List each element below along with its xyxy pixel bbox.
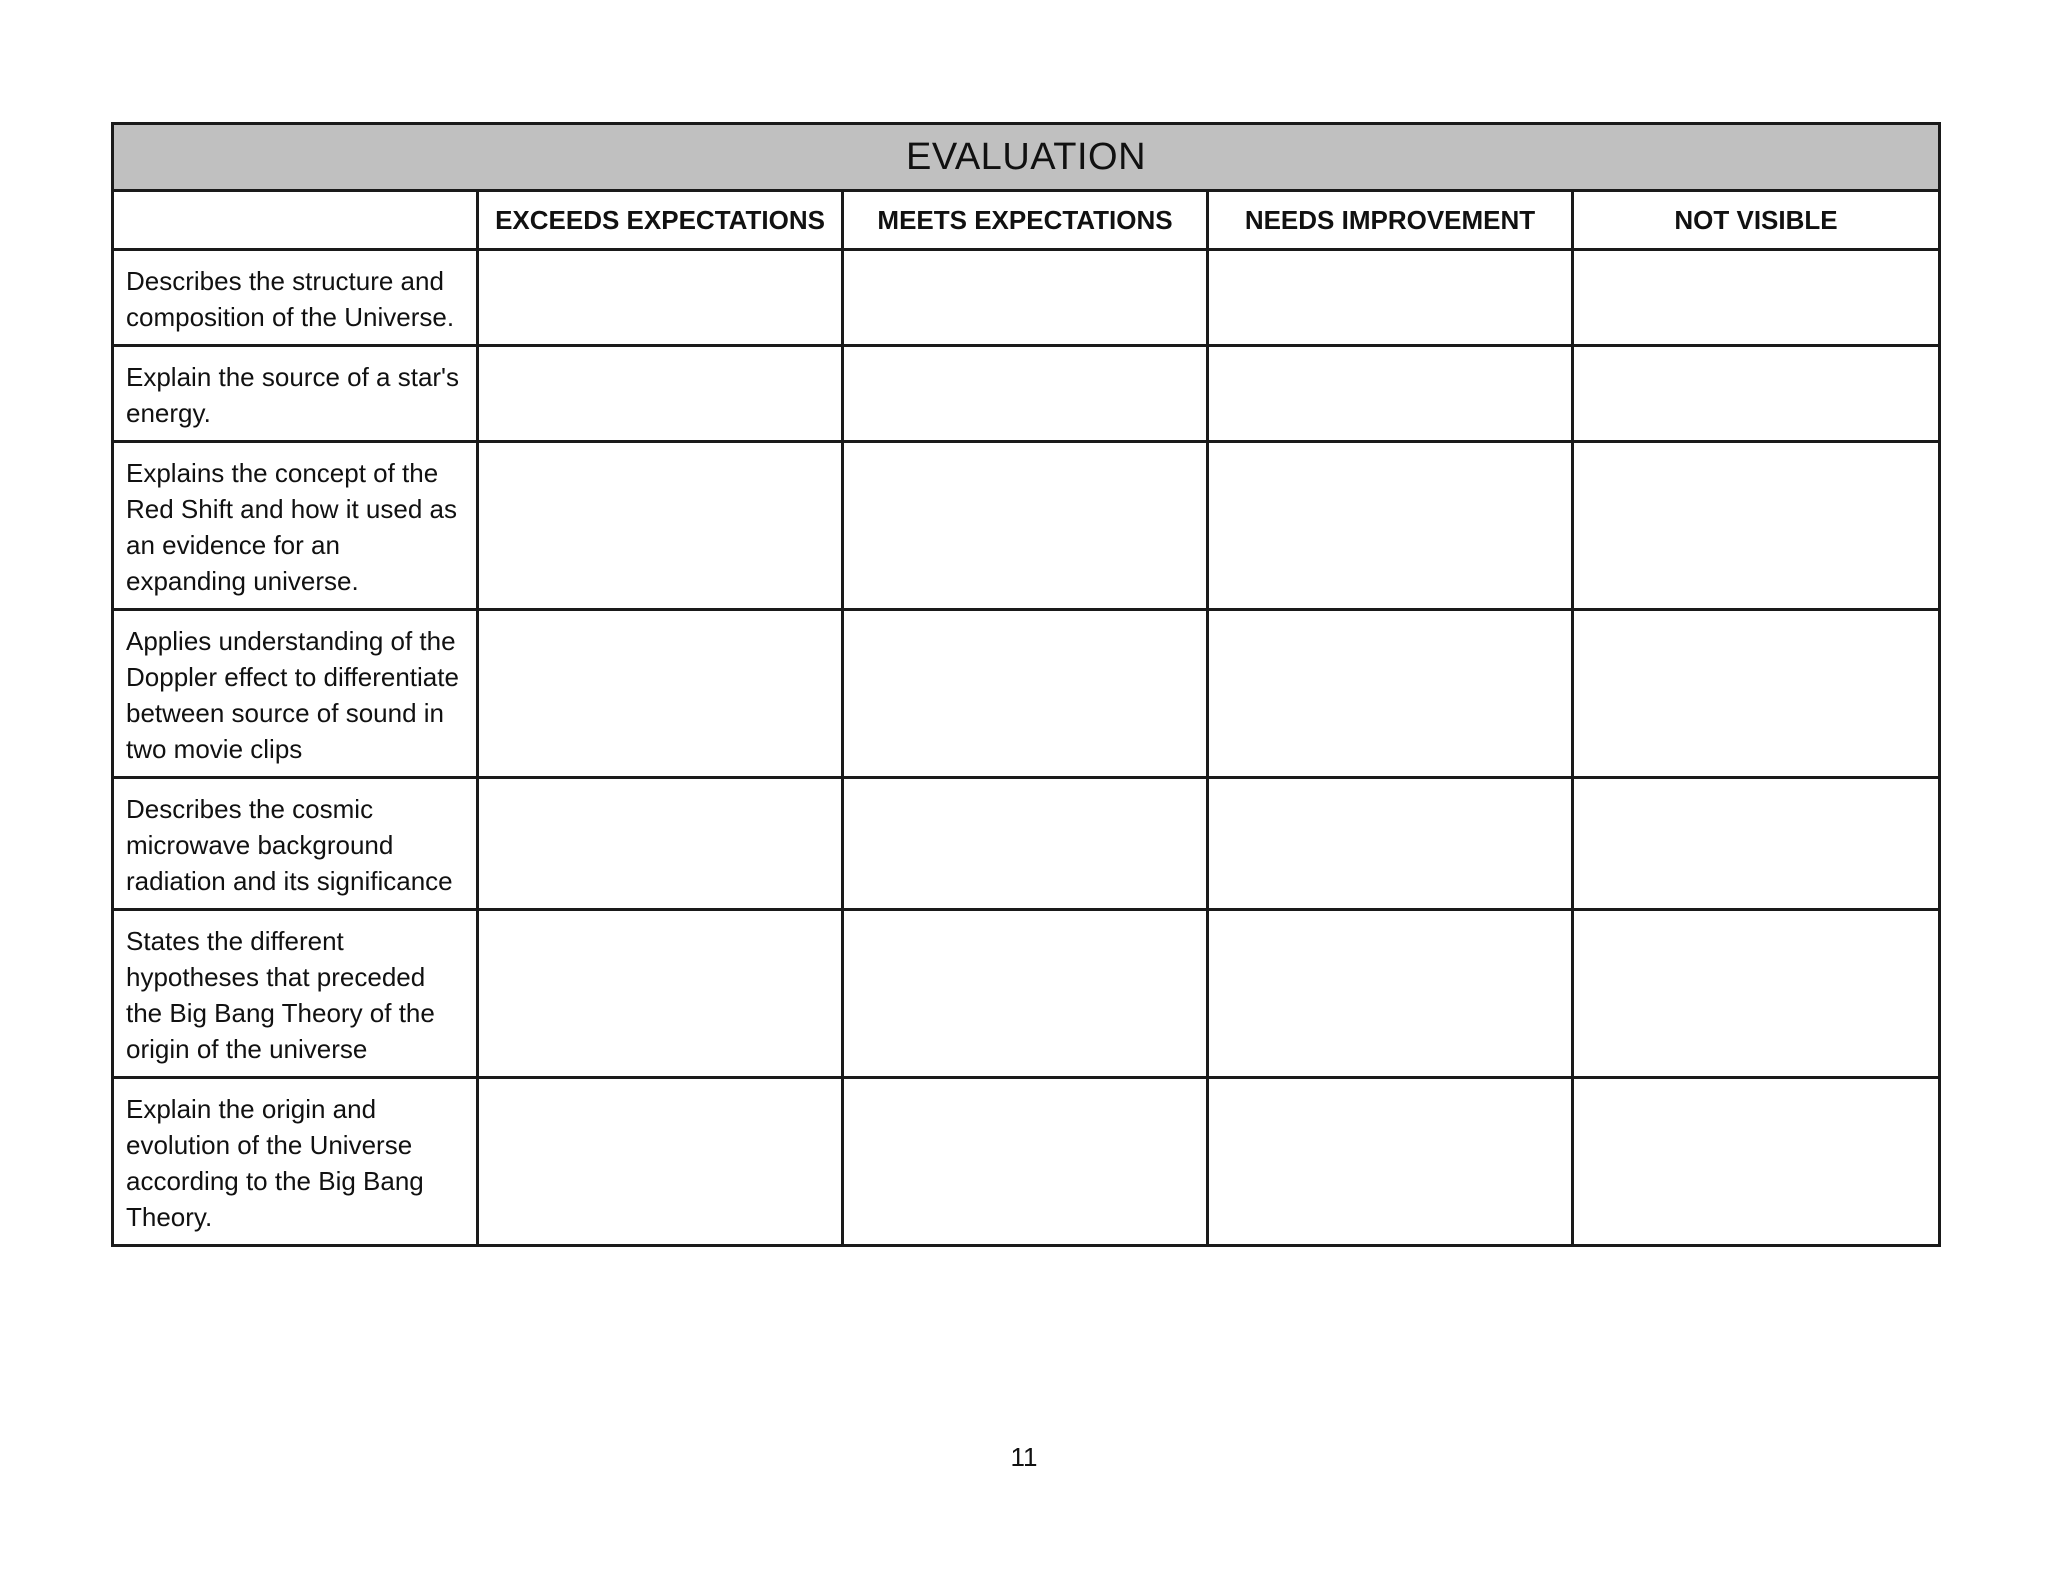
header-row <box>113 191 1940 250</box>
rating-cell-not-visible[interactable] <box>1573 250 1940 346</box>
rating-cell-not-visible[interactable] <box>1573 346 1940 442</box>
column-header-needs: NEEDS IMPROVEMENT <box>1208 191 1573 250</box>
criterion-cell: Applies understanding of the Doppler effect to differentiate between source of sound in two movie clips <box>113 610 478 778</box>
rating-cell-meets[interactable] <box>843 910 1208 1078</box>
page-number: 11 <box>1010 1442 1038 1472</box>
table-row <box>113 346 1940 442</box>
rating-cell-meets[interactable] <box>843 442 1208 610</box>
table-row <box>113 778 1940 910</box>
rating-cell-needs[interactable] <box>1208 610 1573 778</box>
evaluation-table <box>111 122 1941 1247</box>
rating-cell-needs[interactable] <box>1208 910 1573 1078</box>
criterion-cell: Explains the concept of the Red Shift and how it used as an evidence for an expanding universe. <box>113 442 478 610</box>
rating-cell-not-visible[interactable] <box>1573 610 1940 778</box>
rating-cell-meets[interactable] <box>843 346 1208 442</box>
rating-cell-exceeds[interactable] <box>478 1078 843 1246</box>
title-row <box>113 124 1940 191</box>
table-row <box>113 610 1940 778</box>
table-row <box>113 910 1940 1078</box>
rating-cell-not-visible[interactable] <box>1573 1078 1940 1246</box>
rating-cell-exceeds[interactable] <box>478 442 843 610</box>
rating-cell-not-visible[interactable] <box>1573 778 1940 910</box>
table-row <box>113 250 1940 346</box>
rating-cell-not-visible[interactable] <box>1573 910 1940 1078</box>
table-row <box>113 442 1940 610</box>
rating-cell-exceeds[interactable] <box>478 250 843 346</box>
rating-cell-needs[interactable] <box>1208 346 1573 442</box>
rating-cell-needs[interactable] <box>1208 442 1573 610</box>
column-header-meets: MEETS EXPECTATIONS <box>843 191 1208 250</box>
rating-cell-exceeds[interactable] <box>478 346 843 442</box>
criterion-cell: Explain the origin and evolution of the Universe according to the Big Bang Theory. <box>113 1078 478 1246</box>
rating-cell-exceeds[interactable] <box>478 778 843 910</box>
table-row <box>113 1078 1940 1246</box>
rating-cell-needs[interactable] <box>1208 778 1573 910</box>
criterion-cell: Explain the source of a star's energy. <box>113 346 478 442</box>
rating-cell-needs[interactable] <box>1208 1078 1573 1246</box>
criterion-cell: Describes the structure and composition of the Universe. <box>113 250 478 346</box>
column-header-not-visible: NOT VISIBLE <box>1573 191 1940 250</box>
criterion-cell: States the different hypotheses that preceded the Big Bang Theory of the origin of the universe <box>113 910 478 1078</box>
rating-cell-meets[interactable] <box>843 610 1208 778</box>
column-header-criteria <box>113 191 478 250</box>
rating-cell-needs[interactable] <box>1208 250 1573 346</box>
rating-cell-exceeds[interactable] <box>478 910 843 1078</box>
criterion-cell: Describes the cosmic microwave background radiation and its significance <box>113 778 478 910</box>
column-header-exceeds: EXCEEDS EXPECTATIONS <box>478 191 843 250</box>
table-title: EVALUATION <box>113 124 1940 191</box>
rating-cell-meets[interactable] <box>843 778 1208 910</box>
rating-cell-exceeds[interactable] <box>478 610 843 778</box>
rating-cell-not-visible[interactable] <box>1573 442 1940 610</box>
rating-cell-meets[interactable] <box>843 1078 1208 1246</box>
rating-cell-meets[interactable] <box>843 250 1208 346</box>
